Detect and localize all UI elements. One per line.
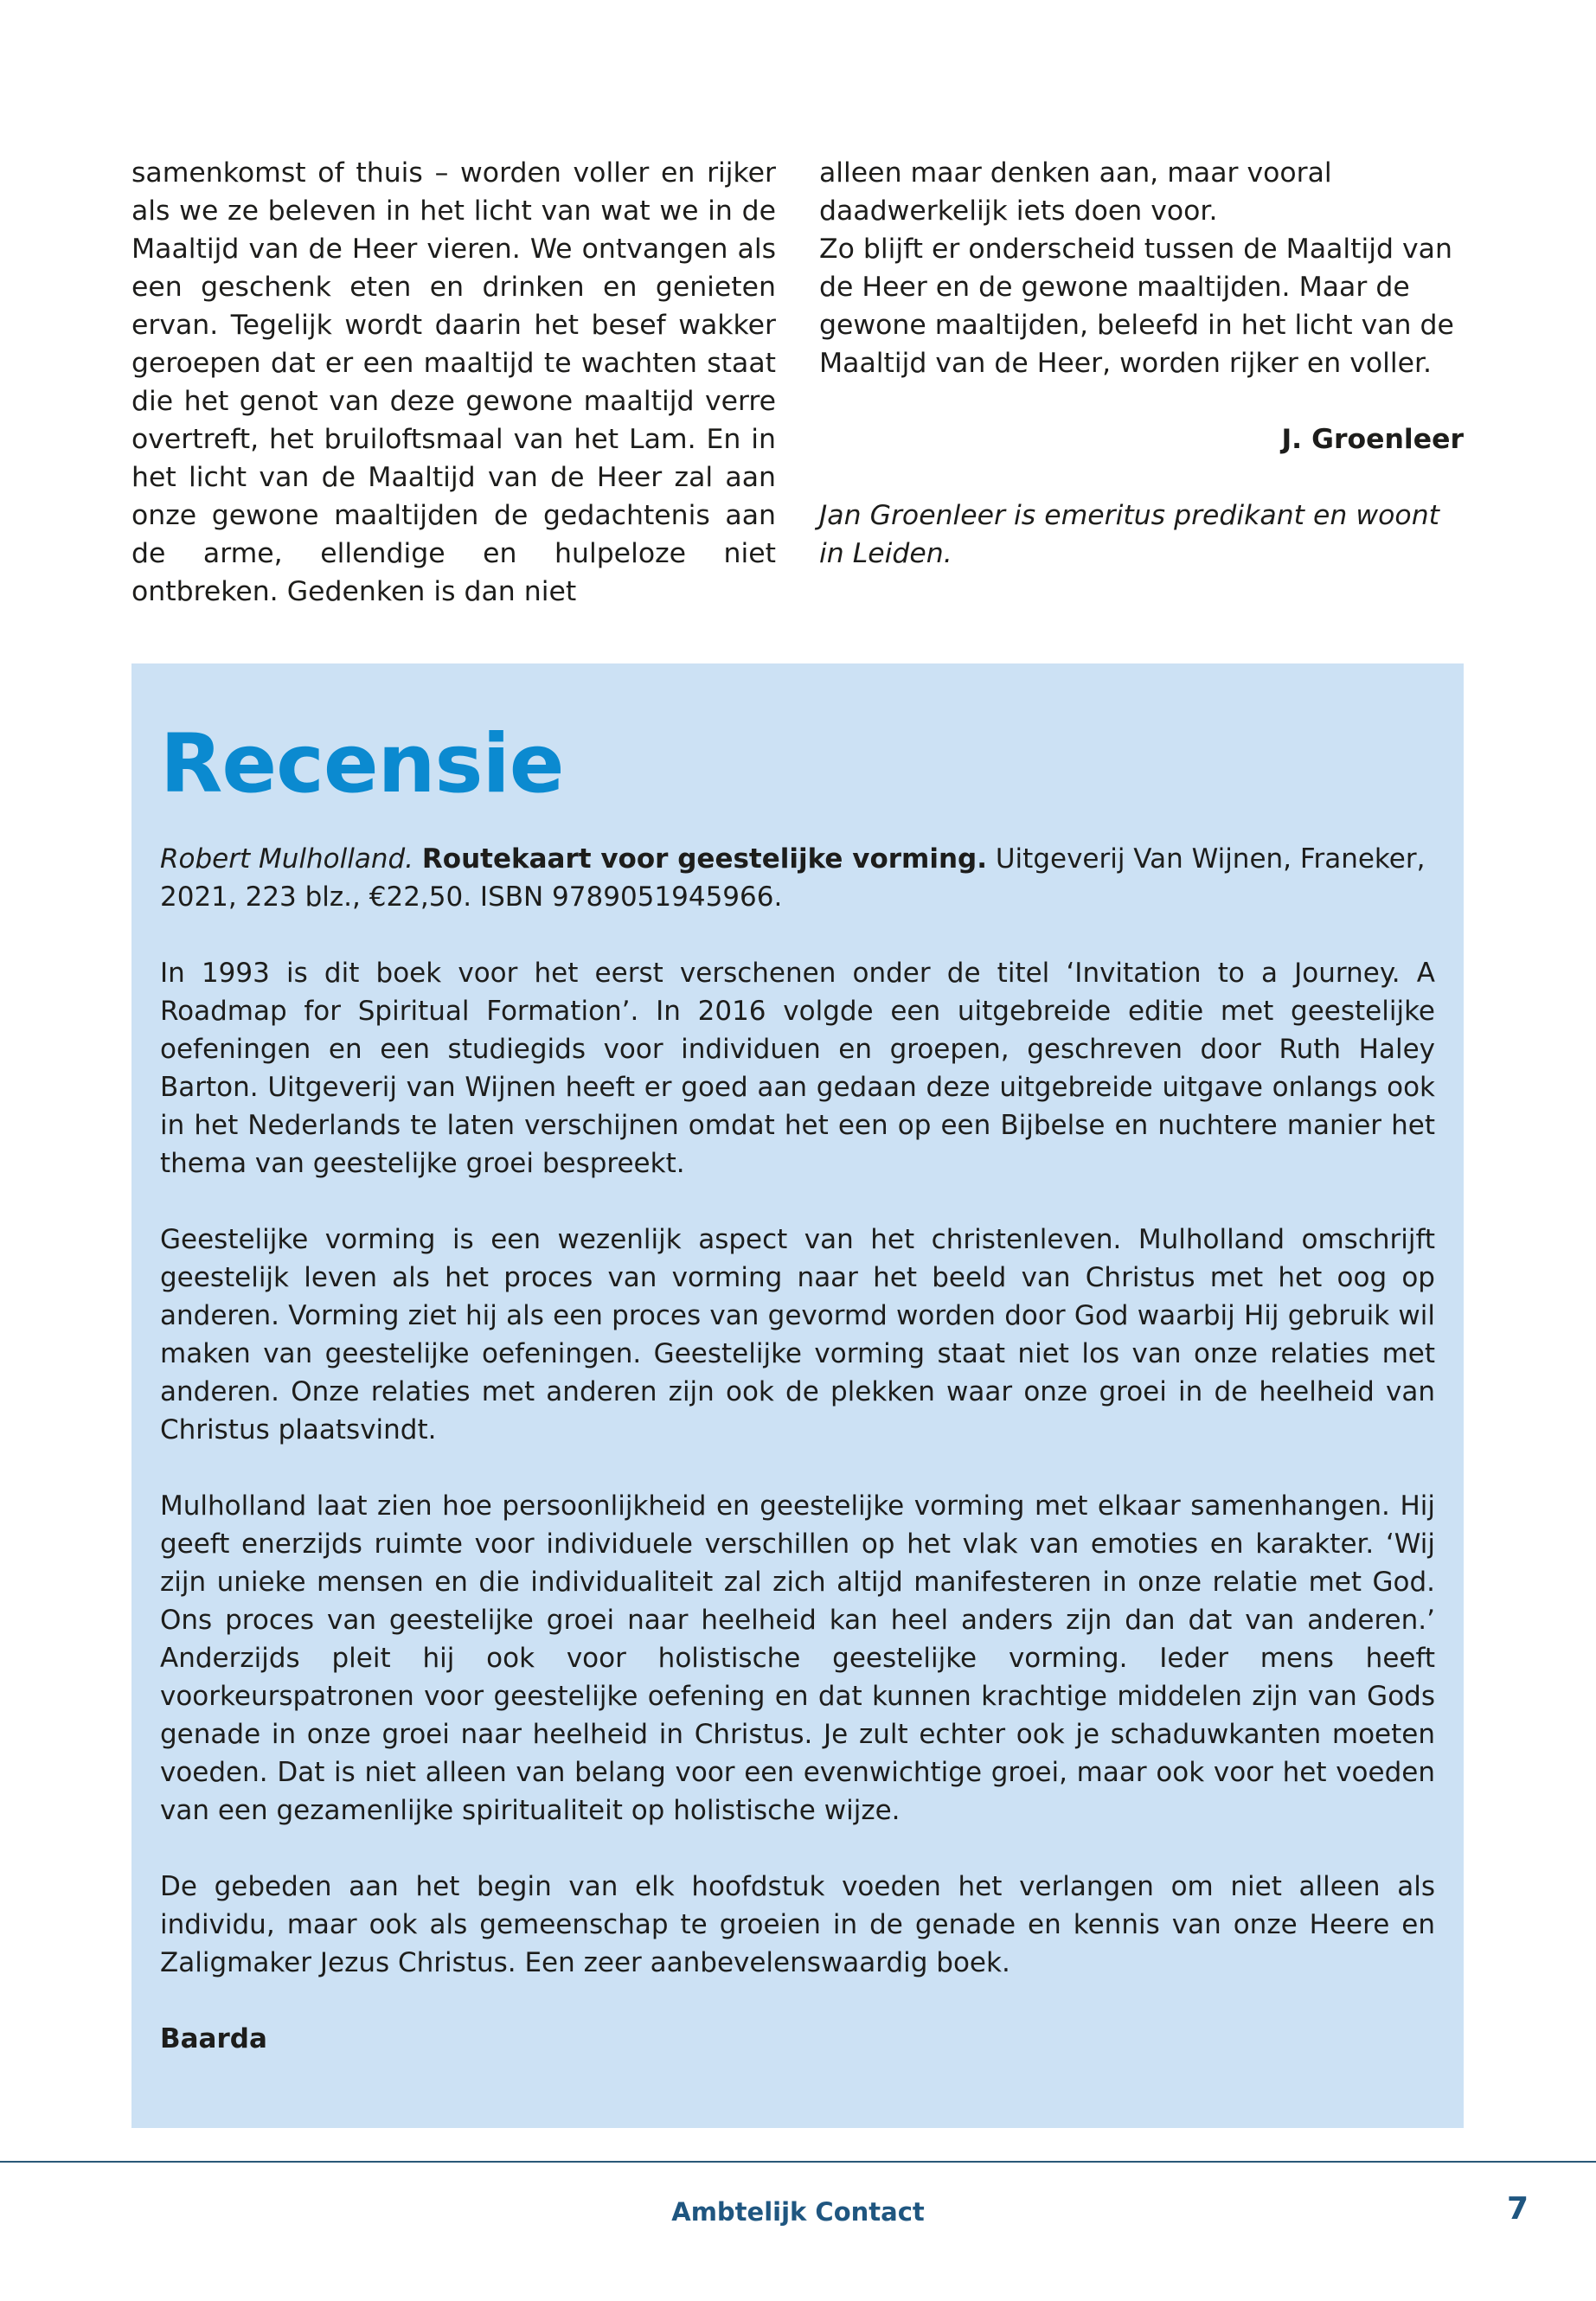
article-author: J. Groenleer <box>1281 424 1464 455</box>
article-right-column <box>819 154 1464 573</box>
review-bib-title: Routekaart voor geestelijke vorming. <box>421 843 987 875</box>
page-number: 7 <box>1506 2191 1529 2227</box>
article-left-text: samenkomst of thuis – worden voller en rijker als we ze beleven in het licht van wat we in de Maaltijd van de Heer vieren. We ontvangen als een geschenk eten en drinken en genieten ervan. Tegelijk wordt daarin het besef wakker geroepen dat er een maaltijd te wachten staat die het genot van deze gewone maaltijd verre overtreft, het bruiloftsmaal van het Lam. En in het licht van de Maaltijd van de Heer zal aan onze gewone maaltijden de gedachtenis aan de arme, ellendige en hulpeloze niet ontbreken. Gedenken is dan niet <box>131 157 776 607</box>
footer-publication-title: Ambtelijk Contact <box>671 2197 925 2227</box>
review-paragraph: Geestelijke vorming is een wezenlijk aspect van het christenleven. Mulholland omschrijft geestelijk leven als het proces van vorming naar het beeld van Christus met het oog op anderen. Vorming ziet hij als een proces van gevormd worden door God waarbij Hij gebruik wil maken van geestelijke oefeningen. Geestelijke vorming staat niet los van onze relaties met anderen. Onze relaties met anderen zijn ook de plekken waar onze groei in de heelheid van Christus plaatsvindt. <box>160 1224 1435 1445</box>
review-paragraph: Mulholland laat zien hoe persoonlijkheid en geestelijke vorming met elkaar samenhangen. Hij geeft enerzijds ruimte voor individuele verschillen op het vlak van emoties en karakter. ‘Wij zijn unieke mensen en die individualiteit zal zich altijd manifesteren in onze relatie met God. Ons proces van geestelijke groei naar heelheid kan heel anders zijn dan dat van anderen.’ Anderzijds pleit hij ook voor holistische geestelijke vorming. Ieder mens heeft voorkeurspatronen voor geestelijke oefening en dat kunnen krachtige middelen zijn van Gods genade in onze groei naar heelheid in Christus. Je zult echter ook je schaduwkanten moeten voeden. Dat is niet alleen van belang voor een evenwichtige groei, maar ook voor het voeden van een gezamenlijke spiritualiteit op holistische wijze. <box>160 1490 1435 1826</box>
article-right-paragraph-2: Zo blijft er onderscheid tussen de Maaltijd van de Heer en de gewone maaltijden. Maar de gewone maaltijden, beleefd in het licht van de Maaltijd van de Heer, worden rijker en voller. <box>819 234 1454 379</box>
review-body <box>160 840 1435 2058</box>
article-author-note: Jan Groenleer is emeritus predikant en woont in Leiden. <box>819 500 1440 569</box>
review-bib-details: Uitgeverij Van Wijnen, Franeker, 2021, 223 blz., €22,50. ISBN 9789051945966. <box>160 843 1426 913</box>
footer-divider <box>0 2161 1596 2163</box>
review-author: Baarda <box>160 2023 267 2054</box>
article-right-paragraph-1: alleen maar denken aan, maar vooral daadwerkelijk iets doen voor. <box>819 157 1332 227</box>
review-paragraph: De gebeden aan het begin van elk hoofdstuk voeden het verlangen om niet alleen als individu, maar ook als gemeenschap te groeien in de genade en kennis van onze Heere en Zaligmaker Jezus Christus. Een zeer aanbevelenswaardig boek. <box>160 1871 1435 1978</box>
review-title: Recensie <box>160 717 564 811</box>
article-left-column <box>131 154 776 611</box>
review-box <box>131 663 1464 2128</box>
review-bibliography <box>160 840 1435 916</box>
review-bib-author: Robert Mulholland. <box>160 843 414 875</box>
review-paragraph: In 1993 is dit boek voor het eerst verschenen onder de titel ‘Invitation to a Journey. A Roadmap for Spiritual Formation’. In 2016 volgde een uitgebreide editie met geestelijke oefeningen en een studiegids voor individuen en groepen, geschreven door Ruth Haley Barton. Uitgeverij van Wijnen heeft er goed aan gedaan deze uitgebreide uitgave onlangs ook in het Nederlands te laten verschijnen omdat het een op een Bijbelse en nuchtere manier het thema van geestelijke groei bespreekt. <box>160 958 1435 1179</box>
